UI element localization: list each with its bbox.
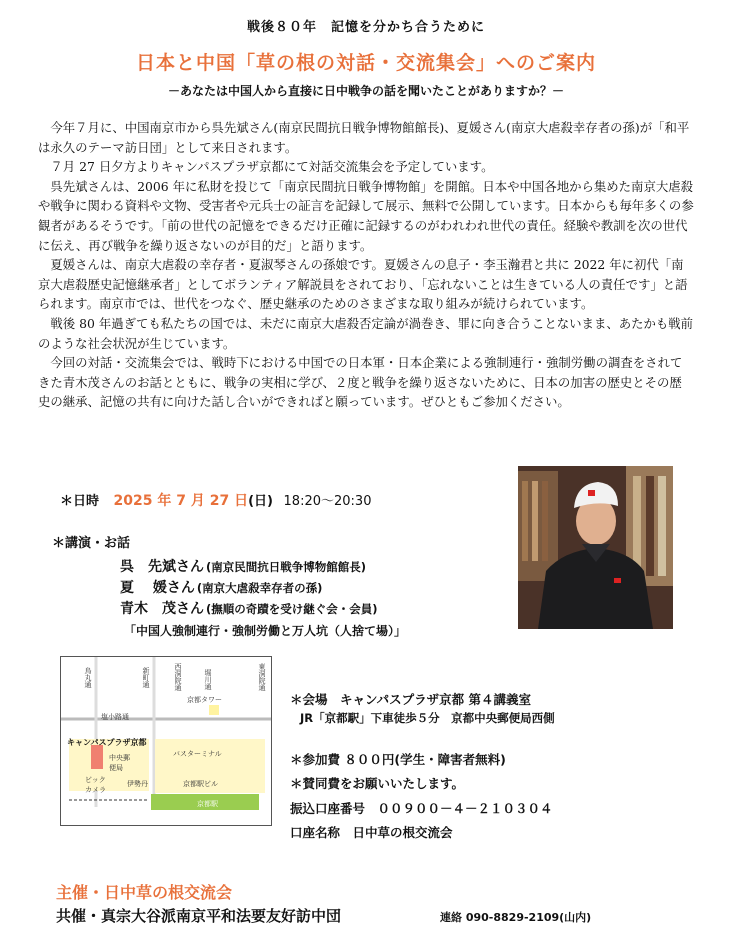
- co-organizer: 共催・真宗大谷派南京平和法要友好訪中団: [56, 907, 342, 925]
- date-label: ＊日時: [60, 494, 100, 509]
- weekday: (日): [248, 494, 273, 509]
- date-value: 2025 年 7 月 27 日: [113, 493, 249, 509]
- map-label: 京都駅ビル: [183, 780, 218, 788]
- event-date: [60, 490, 371, 510]
- paragraph: ７月 27 日夕方よりキャンパスプラザ京都にて対話交流集会を予定しています。: [50, 159, 494, 175]
- speaker: [120, 598, 378, 618]
- street-label: 烏丸通: [84, 667, 92, 688]
- fee-info: ＊参加費 ８００円(学生・障害者無料): [290, 752, 506, 767]
- contact-info: 連絡 090-8829-2109(山内): [440, 911, 592, 924]
- map-label: 伊勢丹: [127, 780, 148, 788]
- street-label: 東洞院通: [258, 663, 266, 691]
- speaker-name: 夏 媛さん: [120, 580, 195, 596]
- map-label: ビックカメラ: [85, 776, 106, 794]
- speaker-photo: [518, 466, 673, 629]
- speaker-role: (南京大虐殺幸存者の孫): [196, 581, 323, 595]
- street-label: 新町通: [142, 667, 150, 688]
- venue-label: キャンパスプラザ京都: [67, 738, 147, 747]
- street-label: 西洞院通: [174, 663, 182, 691]
- map-label: 京都タワー: [187, 696, 222, 704]
- subtitle: －あなたは中国人から直接に日中戦争の話を聞いたことがありますか？－: [167, 84, 564, 98]
- speaker-role: (南京民間抗日戦争博物館館長): [206, 560, 367, 574]
- venue-info: ＊会場 キャンパスプラザ京都 第４講義室: [290, 692, 531, 707]
- account-number: 振込口座番号 ００９００－４－２１０３０４: [290, 801, 553, 816]
- speakers-heading: ＊講演・お話: [52, 536, 131, 551]
- time-range: 18:20～20:30: [283, 494, 372, 509]
- organizer: 主催・日中草の根交流会: [56, 883, 233, 902]
- account-name: 口座名称 日中草の根交流会: [290, 825, 453, 840]
- speaker-name: 呉 先斌さん: [120, 559, 204, 575]
- street-label: 堀川通: [204, 669, 212, 690]
- map-label: 中央郵便局: [109, 754, 130, 772]
- street-label: 塩小路通: [101, 713, 129, 721]
- speaker-name: 青木 茂さん: [120, 601, 204, 617]
- paragraph: 今年７月に、中国南京市から呉先斌さん(南京民間抗日戦争博物館館長)、夏媛さん(南京大虐殺幸存者の孫)が「和平は永久のテーマ訪日団」として来日されます。: [38, 120, 690, 155]
- body-text: [38, 118, 694, 412]
- paragraph: 戦後 80 年過ぎても私たちの国では、未だに南京大虐殺否定論が渦巻き、罪に向き合うことないまま、あたかも戦前のような社会状況が生じています。: [38, 315, 694, 351]
- access-info: JR「京都駅」下車徒歩５分 京都中央郵便局西側: [300, 711, 555, 725]
- page-title: 日本と中国「草の根の対話・交流集会」へのご案内: [135, 52, 596, 74]
- access-map: [60, 656, 272, 826]
- venue-marker: [91, 745, 103, 769]
- portrait-image: [518, 466, 673, 629]
- speaker: [120, 577, 322, 597]
- paragraph: 呉先斌さんは、2006 年に私財を投じて「南京民間抗日戦争博物館」を開館。日本や中国各地から集めた南京大虐殺や戦争に関わる資料や文物、受害者や元兵士の証言を記録して展示、無料で公開しています。日本からも毎年多くの参観者があるそうです。「前の世代の記憶をできるだけ正確に記録するのがわれわれ世代の責任。経験や教訓を次の世代に伝え、再び戦争を繰り返さないのが目的だ」と語ります。: [38, 178, 694, 253]
- map-label: 京都駅: [197, 800, 218, 808]
- speaker-role: (撫順の奇蹟を受け継ぐ会・会員): [206, 602, 378, 616]
- talk-title: 「中国人強制連行・強制労働と万人坑（人捨て場）」: [124, 624, 407, 638]
- paragraph: 今回の対話・交流集会では、戦時下における中国での日本軍・日本企業による強制連行・強制労働の調査をされてきた青木茂さんのお話とともに、戦争の実相に学び、２度と戦争を繰り返さないために、日本の加害の歴史とその歴史の継承、記憶の共有に向けた話し合いができればと願っています。ぜひともご参加ください。: [38, 355, 683, 410]
- speaker: [120, 556, 366, 576]
- support-info: ＊賛同費をお願いいたします。: [290, 776, 465, 791]
- paragraph: 夏媛さんは、南京大虐殺の幸存者・夏淑琴さんの孫娘です。夏媛さんの息子・李玉瀚君と共に 2022 年に初代「南京大虐殺歴史記憶継承者」としてボランティア解説員をされており、「忘れないことは生きている人の責任です」と語られます。南京市では、世代をつなぐ、歴史継承のためのさまざまな取り組みが続けられています。: [38, 257, 688, 312]
- pre-title: 戦後８０年 記憶を分かち合うために: [246, 20, 485, 35]
- map-label: バスターミナル: [173, 750, 222, 758]
